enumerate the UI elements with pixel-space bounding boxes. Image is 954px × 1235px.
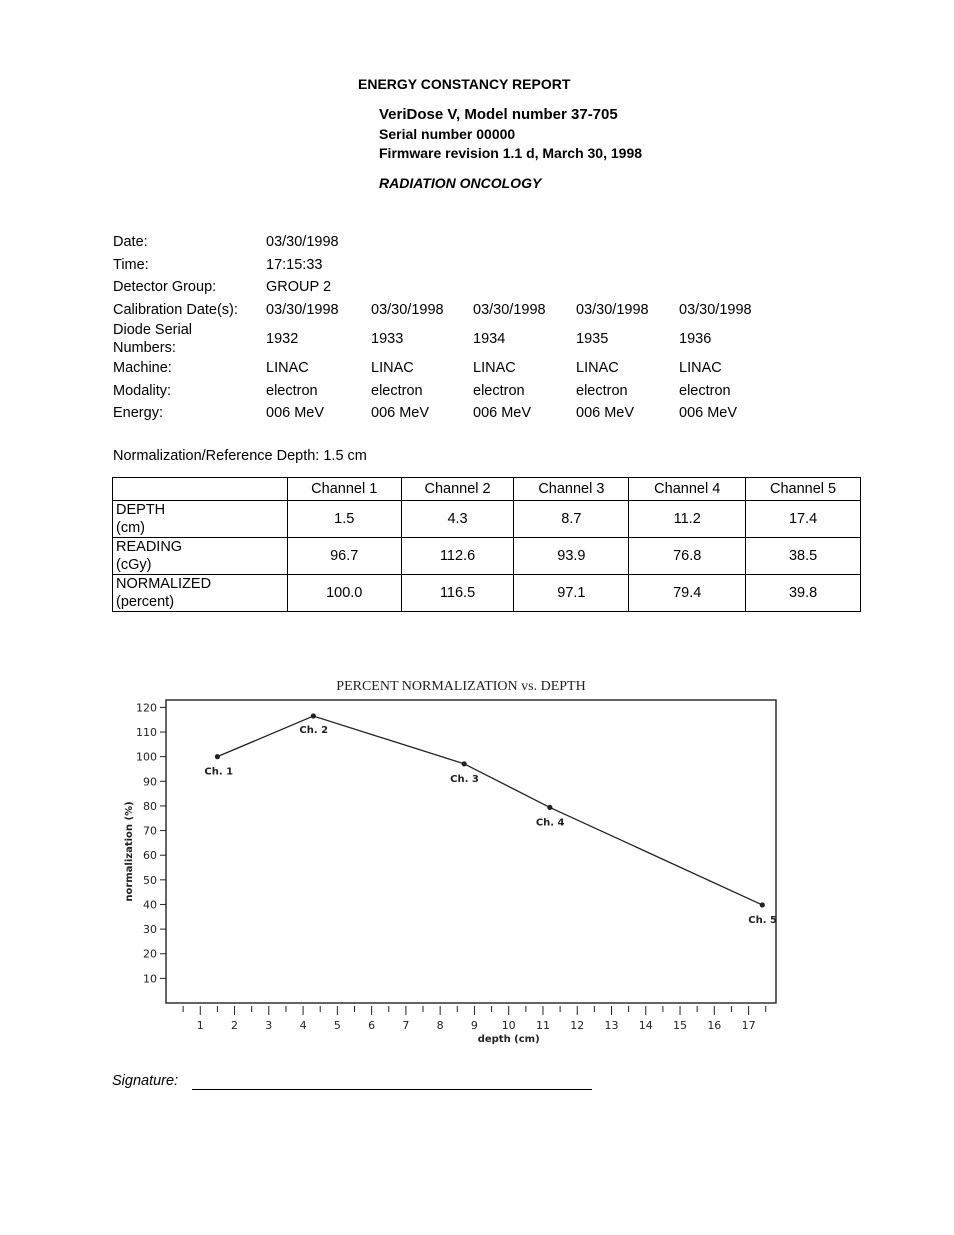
energy-value: 006 MeV [371, 405, 430, 421]
channel-table [112, 477, 861, 612]
x-tick-label: 12 [570, 1019, 585, 1032]
table-cell: 100.0 [287, 575, 401, 612]
diode-serial: 1936 [679, 331, 712, 347]
diode-serial: 1932 [266, 331, 299, 347]
signature-label: Signature: [112, 1073, 179, 1089]
diode-serial: 1935 [576, 331, 609, 347]
y-tick-label: 90 [143, 775, 157, 789]
table-corner-cell [113, 478, 288, 501]
data-point [462, 761, 467, 766]
calibration-date: 03/30/1998 [576, 302, 649, 318]
signature-line[interactable] [192, 1089, 592, 1090]
x-tick-label: 11 [535, 1019, 550, 1032]
calibration-date: 03/30/1998 [473, 302, 546, 318]
energy-value: 006 MeV [679, 405, 738, 421]
x-tick-label: 2 [231, 1019, 239, 1032]
x-tick-label: 17 [741, 1019, 756, 1032]
diode-serial: 1934 [473, 331, 506, 347]
machine-value: LINAC [266, 360, 309, 376]
table-cell: 76.8 [629, 538, 746, 575]
calibration-date: 03/30/1998 [679, 302, 752, 318]
row-label [113, 538, 288, 575]
table-cell: 79.4 [629, 575, 746, 612]
data-point [760, 902, 765, 907]
diode-label-line2: Numbers: [113, 340, 176, 356]
row-label-line1: NORMALIZED [116, 576, 212, 592]
calibration-date: 03/30/1998 [266, 302, 339, 318]
data-point [311, 713, 316, 718]
column-header: Channel 2 [401, 478, 514, 501]
machine-value: LINAC [679, 360, 722, 376]
column-header: Channel 3 [514, 478, 629, 501]
chart-title: PERCENT NORMALIZATION vs. DEPTH [336, 679, 586, 694]
row-label-line2: (cGy) [116, 557, 152, 573]
point-label: Ch. 5 [748, 914, 777, 926]
energy-label: Energy: [113, 405, 163, 421]
x-tick-label: 16 [707, 1019, 722, 1032]
point-label: Ch. 1 [204, 766, 234, 778]
table-cell: 8.7 [514, 501, 629, 538]
x-tick-label: 1 [196, 1019, 204, 1032]
row-label-line2: (cm) [116, 520, 145, 536]
y-tick-label: 30 [143, 923, 157, 937]
y-tick-label: 40 [143, 898, 157, 912]
point-label: Ch. 3 [450, 773, 479, 785]
x-axis-label: depth (cm) [477, 1034, 540, 1045]
normalization-chart [110, 668, 790, 1048]
energy-value: 006 MeV [576, 405, 635, 421]
table-cell: 17.4 [746, 501, 861, 538]
diode-label-line1: Diode Serial [113, 322, 192, 338]
y-tick-label: 20 [143, 947, 157, 961]
x-tick-label: 5 [333, 1019, 341, 1032]
serial-line: Serial number 00000 [379, 126, 516, 142]
row-label [113, 501, 288, 538]
table-row [113, 501, 861, 538]
machine-value: LINAC [473, 360, 516, 376]
table-cell: 96.7 [287, 538, 401, 575]
modality-value: electron [679, 383, 731, 399]
table-cell: 93.9 [514, 538, 629, 575]
column-header: Channel 1 [287, 478, 401, 501]
plot-frame [166, 700, 776, 1003]
y-tick-label: 100 [136, 750, 157, 764]
table-cell: 116.5 [401, 575, 514, 612]
point-label: Ch. 4 [535, 817, 565, 829]
row-label-line2: (percent) [116, 594, 175, 610]
normalization-line: Normalization/Reference Depth: 1.5 cm [113, 448, 367, 464]
table-cell: 11.2 [629, 501, 746, 538]
modality-value: electron [371, 383, 423, 399]
table-cell: 112.6 [401, 538, 514, 575]
row-label-line1: DEPTH [116, 502, 166, 518]
column-header: Channel 4 [629, 478, 746, 501]
y-tick-label: 10 [143, 972, 157, 986]
data-point [547, 805, 552, 810]
table-cell: 39.8 [746, 575, 861, 612]
date-value: 03/30/1998 [266, 234, 339, 250]
modality-value: electron [576, 383, 628, 399]
row-label-line1: READING [116, 539, 183, 555]
energy-value: 006 MeV [473, 405, 532, 421]
device-line: VeriDose V, Model number 37-705 [379, 106, 618, 123]
x-tick-label: 14 [638, 1019, 653, 1032]
table-row [113, 575, 861, 612]
table-cell: 38.5 [746, 538, 861, 575]
firmware-line: Firmware revision 1.1 d, March 30, 1998 [379, 145, 643, 161]
column-header: Channel 5 [746, 478, 861, 501]
y-tick-label: 60 [143, 849, 157, 863]
time-label: Time: [113, 257, 149, 273]
y-tick-label: 70 [143, 824, 157, 838]
machine-value: LINAC [576, 360, 619, 376]
modality-value: electron [266, 383, 318, 399]
series-line [217, 716, 762, 905]
y-axis-label: normalization (%) [124, 801, 135, 902]
y-tick-label: 50 [143, 873, 157, 887]
data-point [215, 754, 220, 759]
table-cell: 1.5 [287, 501, 401, 538]
detector-group-label: Detector Group: [113, 279, 217, 295]
x-tick-label: 8 [436, 1019, 444, 1032]
x-tick-label: 6 [368, 1019, 376, 1032]
point-label: Ch. 2 [299, 725, 329, 737]
row-label [113, 575, 288, 612]
x-tick-label: 10 [501, 1019, 516, 1032]
x-tick-label: 13 [604, 1019, 619, 1032]
y-tick-label: 120 [136, 701, 157, 715]
table-header-row [113, 478, 861, 501]
table-cell: 4.3 [401, 501, 514, 538]
date-label: Date: [113, 234, 148, 250]
table-row [113, 538, 861, 575]
detector-group-value: GROUP 2 [266, 279, 332, 295]
department-name: RADIATION ONCOLOGY [379, 175, 542, 191]
calibration-label: Calibration Date(s): [113, 302, 238, 318]
x-tick-label: 15 [673, 1019, 688, 1032]
y-tick-label: 80 [143, 799, 157, 813]
modality-value: electron [473, 383, 525, 399]
time-value: 17:15:33 [266, 257, 323, 273]
diode-serial: 1933 [371, 331, 404, 347]
chart-svg [110, 668, 790, 1048]
y-tick-label: 110 [136, 726, 157, 740]
x-tick-label: 7 [402, 1019, 410, 1032]
machine-value: LINAC [371, 360, 414, 376]
x-tick-label: 4 [299, 1019, 307, 1032]
table-cell: 97.1 [514, 575, 629, 612]
modality-label: Modality: [113, 383, 172, 399]
machine-label: Machine: [113, 360, 172, 376]
x-tick-label: 9 [470, 1019, 478, 1032]
calibration-date: 03/30/1998 [371, 302, 444, 318]
energy-value: 006 MeV [266, 405, 325, 421]
x-tick-label: 3 [265, 1019, 273, 1032]
report-title: ENERGY CONSTANCY REPORT [358, 76, 571, 92]
